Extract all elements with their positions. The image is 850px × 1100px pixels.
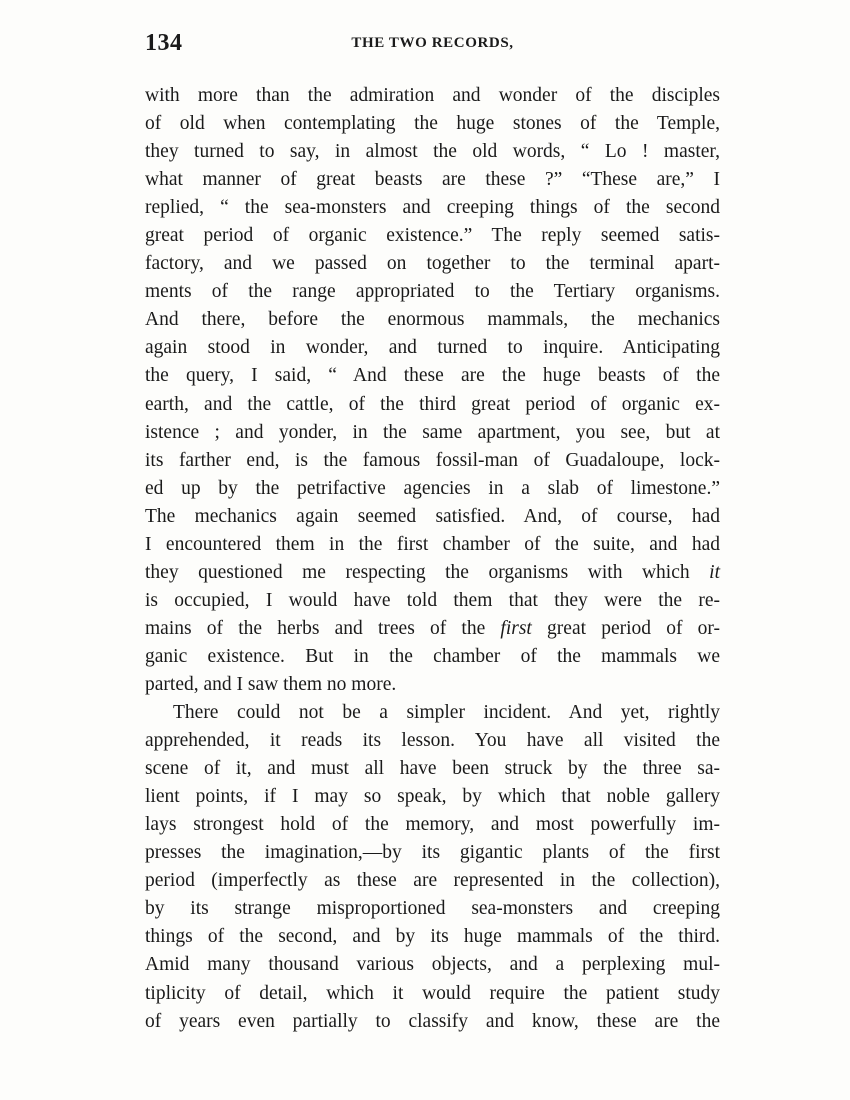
text-line: lient points, if I may so speak, by which that noble gallery — [145, 786, 720, 808]
text-line: apprehended, it reads its lesson. You have all visited the — [145, 730, 720, 752]
text-segment: mains of the herbs and trees of the — [145, 617, 501, 639]
text-line: parted, and I saw them no more. — [145, 673, 397, 695]
text-line: of old when contemplating the huge stones of the Temple, — [145, 113, 720, 135]
text-line: I encountered them in the first chamber of the suite, and had — [145, 533, 720, 555]
text-line: things of the second, and by its huge mammals of the third. — [145, 926, 720, 948]
text-line: There could not be a simpler incident. And yet, rightly — [173, 702, 720, 724]
text-line — [145, 559, 720, 587]
text-line: lays strongest hold of the memory, and most powerfully im- — [145, 814, 720, 836]
text-line: by its strange misproportioned sea-monsters and creeping — [145, 898, 720, 920]
text-line: period (imperfectly as these are represented in the collection), — [145, 870, 720, 892]
text-line: istence ; and yonder, in the same apartment, you see, but at — [145, 421, 720, 443]
text-line: with more than the admiration and wonder of the disciples — [145, 85, 720, 106]
text-line: its farther end, is the famous fossil-man of Guadaloupe, lock- — [145, 449, 720, 471]
text-line: ments of the range appropriated to the Tertiary organisms. — [145, 281, 720, 303]
text-line: factory, and we passed on together to the terminal apart- — [145, 253, 720, 275]
text-line: presses the imagination,—by its gigantic plants of the first — [145, 842, 720, 864]
body-text — [145, 82, 720, 1036]
text-line: replied, “ the sea-monsters and creeping things of the second — [145, 197, 720, 219]
text-line: of years even partially to classify and know, these are the — [145, 1010, 720, 1032]
emphasis-text: it — [709, 561, 720, 583]
page-number: 134 — [145, 30, 183, 56]
text-line: ganic existence. But in the chamber of the mammals we — [145, 645, 720, 667]
text-segment: they questioned me respecting the organisms with which — [145, 561, 710, 583]
text-line: again stood in wonder, and turned to inquire. Anticipating — [145, 337, 720, 359]
text-line: scene of it, and must all have been struck by the three sa- — [145, 758, 720, 780]
text-line: is occupied, I would have told them that they were the re- — [145, 589, 720, 611]
text-line: the query, I said, “ And these are the huge beasts of the — [145, 365, 720, 387]
running-head — [145, 30, 720, 62]
text-line: they turned to say, in almost the old words, “ Lo ! master, — [145, 141, 720, 163]
paragraph — [145, 82, 720, 699]
emphasis-text: first — [500, 617, 532, 639]
text-line: ed up by the petrifactive agencies in a slab of limestone.” — [145, 477, 720, 499]
text-line: what manner of great beasts are these ?” “These are,” I — [145, 169, 720, 191]
text-line — [145, 615, 720, 643]
text-line: And there, before the enormous mammals, the mechanics — [145, 309, 720, 331]
text-line: earth, and the cattle, of the third great period of organic ex- — [145, 393, 720, 415]
text-line: great period of organic existence.” The reply seemed satis- — [145, 225, 720, 247]
running-title: THE TWO RECORDS, — [351, 35, 514, 51]
text-line: tiplicity of detail, which it would require the patient study — [145, 982, 720, 1004]
text-segment: great period of or- — [531, 617, 720, 639]
text-line: The mechanics again seemed satisfied. And, of course, had — [145, 505, 720, 527]
text-line: Amid many thousand various objects, and a perplexing mul- — [145, 954, 720, 976]
paragraph — [145, 699, 720, 1036]
